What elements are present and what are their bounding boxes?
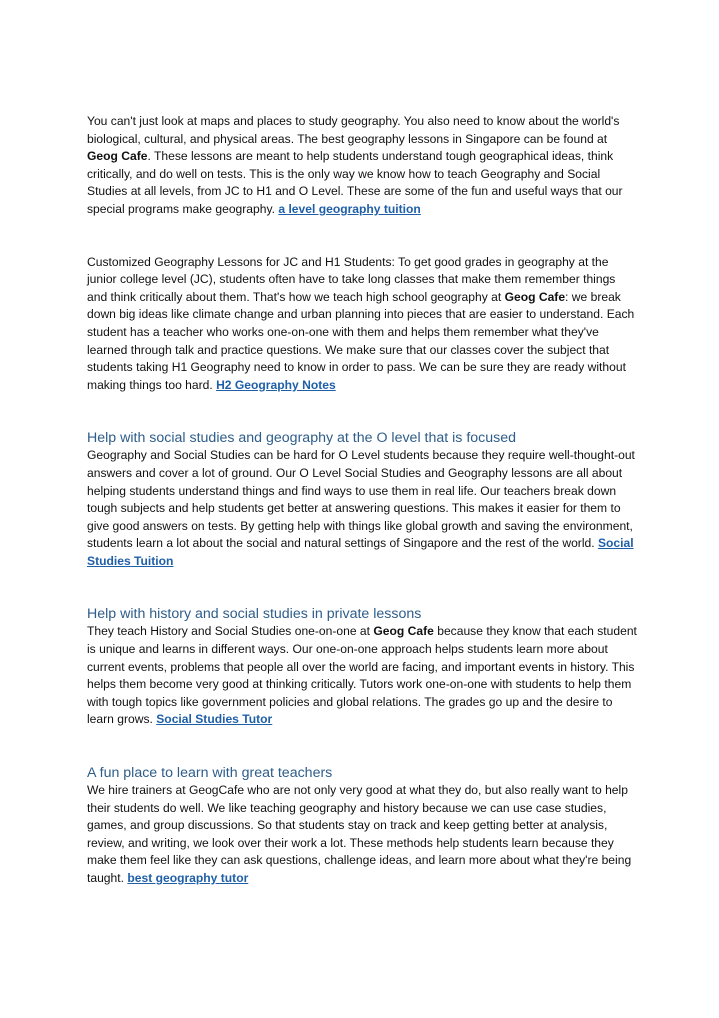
social-studies-tutor-link[interactable]: Social Studies Tutor xyxy=(156,712,273,727)
o-level-text: Geography and Social Studies can be hard for O Level students because they require well-thought-out answers and cover a lot of ground. Our O Level Social Studies and Geography lessons are all about helping students understand things and find ways to use them in real life. Our teachers break down tough subjects and help students get better at answering questions. This makes it easier for them to give good answers on tests. By getting help with things like global growth and saving the environment, students learn a lot about the social and natural settings of Singapore and the rest of the world. xyxy=(87,448,635,551)
brand-name: Geog Cafe xyxy=(87,149,148,164)
intro-section xyxy=(87,113,637,219)
brand-name: Geog Cafe xyxy=(504,289,566,304)
teachers-paragraph xyxy=(87,782,637,888)
o-level-heading: Help with social studies and geography at the O level that is focused xyxy=(87,430,517,447)
intro-text-1: You can't just look at maps and places to study geography. You also need to know about the world's biological, cultural, and physical areas. The best geography lessons in Singapore can be found at xyxy=(87,114,620,146)
teachers-text: We hire trainers at GeogCafe who are not only very good at what they do, but also really want to help their students do well. We like teaching geography and history because we can use case studies, games, and group discussions. So that students stay on track and keep getting better at analysis, review, and writing, we look over their work a lot. These methods help students learn because they make them feel like they can ask questions, challenge ideas, and learn more about what they're being taught. xyxy=(87,783,632,885)
brand-name: Geog Cafe xyxy=(373,624,434,639)
private-lessons-text-1: They teach History and Social Studies one-on-one at xyxy=(87,624,374,639)
teachers-heading: A fun place to learn with great teachers xyxy=(87,765,333,782)
private-lessons-text-2: because they know that each student is unique and learns in different ways. Our one-on-one approach helps students learn more about current events, problems that people all over the world are facing, and important events in history. This helps them become very good at thinking critically. Tutors work one-on-one with students to help them with tough topics like government policies and global relations. The grades go up and the desire to learn grows. xyxy=(87,624,637,727)
private-lessons-paragraph xyxy=(87,623,637,729)
h2-geography-notes-link[interactable]: H2 Geography Notes xyxy=(216,377,336,392)
jc-h1-text-2: : we break down big ideas like climate change and urban planning into pieces that are easier to understand. Each student has a teacher who works one-on-one with them and helps them remember what they've learned through talk and practice questions. We make sure that our classes cover the subject that students taking H1 Geography need to know in order to pass. We can be sure they are ready without making things too hard. xyxy=(87,289,635,392)
private-lessons-heading: Help with history and social studies in private lessons xyxy=(87,606,422,623)
a-level-geography-tuition-link[interactable]: a level geography tuition xyxy=(278,201,421,216)
intro-paragraph xyxy=(87,113,637,219)
o-level-section xyxy=(87,429,637,570)
best-geography-tutor-link[interactable]: best geography tutor xyxy=(127,871,249,885)
private-lessons-section xyxy=(87,605,637,729)
document-body xyxy=(87,113,637,888)
o-level-paragraph xyxy=(87,447,637,570)
intro-text-2: . These lessons are meant to help students understand tough geographical ideas, think critically, and do well on tests. This is the only way we know how to teach Geography and Social Studies at all levels, from JC to H1 and O Level. These are some of the fun and useful ways that our special programs make geography. xyxy=(87,149,623,216)
teachers-section xyxy=(87,764,637,888)
jc-h1-paragraph xyxy=(87,254,637,395)
social-studies-tuition-link[interactable]: Social Studies Tuition xyxy=(87,536,634,568)
jc-h1-text-1: Customized Geography Lessons for JC and H1 Students: To get good grades in geography at the junior college level (JC), students often have to take long classes that make them remember things and think critically about them. That's how we teach high school geography at xyxy=(87,254,616,304)
jc-h1-section xyxy=(87,254,637,395)
